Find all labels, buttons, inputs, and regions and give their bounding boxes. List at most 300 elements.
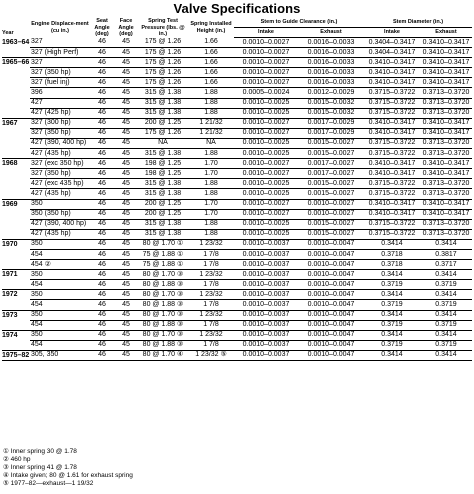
seat-angle-cell: 46 [90,149,114,159]
clearance-exhaust-cell: 0.0010–0.0047 [298,320,364,330]
table-row [2,239,472,249]
spring-height-cell: 1.70 [188,169,234,179]
spring-test-cell: 80 @ 1.88 ③ [138,320,188,330]
spring-height-cell: 1 7/8 [188,320,234,330]
spring-test-cell: 175 @ 1.26 [138,68,188,78]
table-row [2,300,472,310]
diameter-exhaust-cell: 0.3713–0.3720 [420,149,472,159]
seat-angle-cell: 46 [90,219,114,229]
spring-height-cell: 1.66 [188,48,234,58]
clearance-exhaust-cell: 0.0015–0.0027 [298,138,364,148]
seat-angle-cell: 46 [90,88,114,98]
seat-angle-cell: 46 [90,249,114,259]
face-angle-cell: 45 [114,88,138,98]
diameter-exhaust-cell: 0.3414 [420,239,472,249]
spring-height-cell: 1 23/32 [188,290,234,300]
seat-angle-cell: 46 [90,58,114,68]
diameter-intake-cell: 0.3404–0.3417 [364,38,420,48]
diameter-exhaust-cell: 0.3414 [420,270,472,280]
spring-height-cell: 1.88 [188,108,234,118]
page-title: Valve Specifications [173,1,301,16]
clearance-exhaust-cell: 0.0010–0.0047 [298,280,364,290]
spring-test-cell: 315 @ 1.38 [138,189,188,199]
clearance-exhaust-cell: 0.0010–0.0047 [298,290,364,300]
diameter-intake-cell: 0.3410–0.3417 [364,68,420,78]
header-face-angle: Face Angle (deg) [118,18,134,37]
face-angle-cell: 45 [114,310,138,320]
spring-test-cell: 175 @ 1.26 [138,128,188,138]
seat-angle-cell: 46 [90,108,114,118]
spring-test-cell: 315 @ 1.38 [138,108,188,118]
engine-cell: 427 (390, 400 hp) [30,219,90,229]
face-angle-cell: 45 [114,239,138,249]
engine-cell: 327 (350 hp) [30,128,90,138]
clearance-intake-cell: 0.0010–0.0025 [234,229,298,239]
face-angle-cell: 45 [114,350,138,360]
table-row [2,290,472,300]
engine-cell: 427 (435 hp) [30,189,90,199]
diameter-exhaust-cell: 0.3713–0.3720 [420,88,472,98]
table-row [2,340,472,350]
face-angle-cell: 45 [114,229,138,239]
face-angle-cell: 45 [114,340,138,350]
diameter-intake-cell: 0.3414 [364,350,420,360]
seat-angle-cell: 46 [90,310,114,320]
engine-cell: 427 [30,98,90,108]
engine-cell: 454 [30,340,90,350]
clearance-intake-cell: 0.0010–0.0027 [234,68,298,78]
clearance-intake-cell: 0.0010–0.0037 [234,310,298,320]
spring-test-cell: 80 @ 1.70 ③ [138,330,188,340]
year-cell: 1971 [2,270,30,290]
clearance-exhaust-cell: 0.0010–0.0047 [298,350,364,360]
diameter-exhaust-cell: 0.3410–0.3417 [420,68,472,78]
spring-test-cell: 198 @ 1.25 [138,169,188,179]
spring-height-cell: 1.88 [188,179,234,189]
face-angle-cell: 45 [114,68,138,78]
diameter-exhaust-cell: 0.3717 [420,260,472,270]
clearance-exhaust-cell: 0.0017–0.0029 [298,118,364,128]
face-angle-cell: 45 [114,290,138,300]
footnote: ④ Intake given; 80 @ 1.61 for exhaust spring [3,472,133,479]
face-angle-cell: 45 [114,138,138,148]
spring-height-cell: 1.88 [188,189,234,199]
seat-angle-cell: 46 [90,78,114,88]
diameter-exhaust-cell: 0.3713–0.3720 [420,179,472,189]
footnote: ⑤ 1977–82—exhaust—1 19/32 [3,480,94,487]
diameter-intake-cell: 0.3414 [364,310,420,320]
clearance-intake-cell: 0.0010–0.0027 [234,118,298,128]
spring-test-cell: 80 @ 1.70 ④ [138,350,188,360]
spring-height-cell: 1 21/32 [188,128,234,138]
diameter-exhaust-cell: 0.3410–0.3417 [420,159,472,169]
clearance-exhaust-cell: 0.0017–0.0027 [298,169,364,179]
face-angle-cell: 45 [114,219,138,229]
diameter-exhaust-cell: 0.3410–0.3417 [420,78,472,88]
table-row [2,280,472,290]
seat-angle-cell: 46 [90,98,114,108]
table-row [2,189,472,199]
diameter-exhaust-cell: 0.3410–0.3417 [420,48,472,58]
engine-cell: 454 ② [30,260,90,270]
spring-height-cell: 1.66 [188,38,234,48]
seat-angle-cell: 46 [90,270,114,280]
face-angle-cell: 45 [114,179,138,189]
engine-cell: 454 [30,320,90,330]
clearance-exhaust-cell: 0.0017–0.0027 [298,159,364,169]
spring-test-cell: 200 @ 1.25 [138,118,188,128]
clearance-exhaust-cell: 0.0015–0.0027 [298,149,364,159]
face-angle-cell: 45 [114,128,138,138]
clearance-exhaust-cell: 0.0010–0.0047 [298,330,364,340]
diameter-exhaust-cell: 0.3410–0.3417 [420,199,472,209]
spring-test-cell: 315 @ 1.38 [138,179,188,189]
diameter-exhaust-cell: 0.3410–0.3417 [420,169,472,179]
face-angle-cell: 45 [114,38,138,48]
diameter-intake-cell: 0.3719 [364,320,420,330]
spring-height-cell: 1.66 [188,78,234,88]
diameter-intake-cell: 0.3715–0.3722 [364,229,420,239]
clearance-intake-cell: 0.0010–0.0037 [234,300,298,310]
diameter-exhaust-cell: 0.3410–0.3417 [420,38,472,48]
valve-spec-table [2,18,472,361]
spring-height-cell: 1 23/32 [188,330,234,340]
diameter-intake-cell: 0.3410–0.3417 [364,199,420,209]
spring-test-cell: 80 @ 1.70 ③ [138,310,188,320]
face-angle-cell: 45 [114,330,138,340]
seat-angle-cell: 46 [90,118,114,128]
diameter-exhaust-cell: 0.3410–0.3417 [420,128,472,138]
diameter-intake-cell: 0.3718 [364,249,420,259]
header-year: Year [2,30,14,36]
clearance-intake-cell: 0.0010–0.0027 [234,48,298,58]
table-row [2,78,472,88]
face-angle-cell: 45 [114,58,138,68]
table-row [2,159,472,169]
clearance-exhaust-cell: 0.0015–0.0027 [298,229,364,239]
table-row [2,128,472,138]
table-row [2,350,472,360]
diameter-intake-cell: 0.3410–0.3417 [364,58,420,68]
clearance-intake-cell: 0.0010–0.0025 [234,179,298,189]
spring-height-cell: NA [188,138,234,148]
spring-test-cell: 200 @ 1.25 [138,209,188,219]
clearance-intake-cell: 0.0010–0.0025 [234,98,298,108]
year-cell: 1970 [2,239,30,269]
diameter-intake-cell: 0.3715–0.3722 [364,88,420,98]
clearance-exhaust-cell: 0.0010–0.0047 [298,300,364,310]
clearance-intake-cell: 0.0010–0.0027 [234,58,298,68]
spring-test-cell: 80 @ 1.88 ③ [138,280,188,290]
clearance-intake-cell: 0.0010–0.0037 [234,340,298,350]
clearance-exhaust-cell: 0.0010–0.0027 [298,199,364,209]
seat-angle-cell: 46 [90,38,114,48]
engine-cell: 427 (390, 400 hp) [30,138,90,148]
table-body [2,38,472,361]
header-diameter-intake: Intake [364,27,420,37]
seat-angle-cell: 46 [90,280,114,290]
table-row [2,270,472,280]
table-row [2,38,472,48]
seat-angle-cell: 46 [90,189,114,199]
clearance-exhaust-cell: 0.0010–0.0047 [298,260,364,270]
year-cell: 1965–66 [2,58,30,119]
diameter-exhaust-cell: 0.3414 [420,290,472,300]
face-angle-cell: 45 [114,189,138,199]
diameter-intake-cell: 0.3414 [364,239,420,249]
spring-height-cell: 1 7/8 [188,260,234,270]
diameter-intake-cell: 0.3414 [364,330,420,340]
table-row [2,199,472,209]
clearance-exhaust-cell: 0.0010–0.0047 [298,340,364,350]
seat-angle-cell: 46 [90,169,114,179]
diameter-intake-cell: 0.3410–0.3417 [364,169,420,179]
header-clearance-intake: Intake [234,27,298,37]
engine-cell: 327 (High Perf) [30,48,90,58]
clearance-intake-cell: 0.0010–0.0027 [234,199,298,209]
engine-cell: 350 [30,310,90,320]
spring-test-cell: 80 @ 1.70 ③ [138,290,188,300]
header-clearance-group: Stem to Guide Clearance (in.) [234,18,364,27]
spring-height-cell: 1 21/32 [188,118,234,128]
table-row [2,219,472,229]
diameter-exhaust-cell: 0.3713–0.3720 [420,219,472,229]
spring-height-cell: 1 23/32 [188,310,234,320]
face-angle-cell: 45 [114,78,138,88]
engine-cell: 305, 350 [30,350,90,360]
diameter-exhaust-cell: 0.3410–0.3417 [420,118,472,128]
engine-cell: 350 [30,270,90,280]
clearance-intake-cell: 0.0010–0.0025 [234,108,298,118]
engine-cell: 396 [30,88,90,98]
engine-cell: 454 [30,300,90,310]
spring-test-cell: 175 @ 1.26 [138,38,188,48]
diameter-intake-cell: 0.3404–0.3417 [364,48,420,58]
diameter-intake-cell: 0.3715–0.3722 [364,179,420,189]
table-row [2,48,472,58]
seat-angle-cell: 46 [90,340,114,350]
diameter-intake-cell: 0.3715–0.3722 [364,189,420,199]
spring-test-cell: 315 @ 1.38 [138,149,188,159]
table-row [2,68,472,78]
diameter-intake-cell: 0.3715–0.3722 [364,108,420,118]
table-row [2,108,472,118]
engine-cell: 454 [30,280,90,290]
engine-cell: 454 [30,249,90,259]
spring-height-cell: 1.66 [188,58,234,68]
clearance-intake-cell: 0.0010–0.0027 [234,78,298,88]
table-row [2,320,472,330]
table-row [2,209,472,219]
engine-cell: 427 (435 hp) [30,149,90,159]
year-cell: 1973 [2,310,30,330]
face-angle-cell: 45 [114,149,138,159]
diameter-exhaust-cell: 0.3414 [420,330,472,340]
spring-test-cell: 75 @ 1.88 ① [138,249,188,259]
spring-height-cell: 1.88 [188,98,234,108]
clearance-intake-cell: 0.0010–0.0037 [234,260,298,270]
face-angle-cell: 45 [114,169,138,179]
table-row [2,310,472,320]
face-angle-cell: 45 [114,300,138,310]
table-row [2,98,472,108]
seat-angle-cell: 46 [90,128,114,138]
seat-angle-cell: 46 [90,350,114,360]
clearance-intake-cell: 0.0010–0.0037 [234,350,298,360]
clearance-exhaust-cell: 0.0015–0.0027 [298,179,364,189]
diameter-intake-cell: 0.3719 [364,300,420,310]
year-cell: 1974 [2,330,30,350]
face-angle-cell: 45 [114,159,138,169]
year-cell: 1963–64 [2,38,30,46]
spring-test-cell: 80 @ 1.88 ③ [138,340,188,350]
spring-test-cell: 80 @ 1.70 ③ [138,270,188,280]
clearance-intake-cell: 0.0010–0.0027 [234,128,298,138]
header-clearance-exhaust: Exhaust [298,27,364,37]
clearance-exhaust-cell: 0.0016–0.0033 [298,48,364,58]
header-seat-angle: Seat Angle (deg) [94,18,110,37]
diameter-exhaust-cell: 0.3719 [420,280,472,290]
seat-angle-cell: 46 [90,300,114,310]
seat-angle-cell: 46 [90,290,114,300]
clearance-exhaust-cell: 0.0016–0.0033 [298,78,364,88]
clearance-exhaust-cell: 0.0015–0.0032 [298,98,364,108]
diameter-exhaust-cell: 0.3817 [420,249,472,259]
spring-height-cell: 1 23/32 [188,239,234,249]
clearance-intake-cell: 0.0010–0.0027 [234,159,298,169]
face-angle-cell: 45 [114,209,138,219]
diameter-intake-cell: 0.3410–0.3417 [364,209,420,219]
spring-test-cell: NA [138,138,188,148]
footnote: ③ Inner spring 41 @ 1.78 [3,464,77,471]
face-angle-cell: 45 [114,48,138,58]
face-angle-cell: 45 [114,199,138,209]
engine-cell: 427 (exc 435 hp) [30,179,90,189]
spring-height-cell: 1.88 [188,229,234,239]
spring-height-cell: 1.66 [188,68,234,78]
diameter-exhaust-cell: 0.3713–0.3720 [420,189,472,199]
clearance-intake-cell: 0.0010–0.0025 [234,189,298,199]
seat-angle-cell: 46 [90,330,114,340]
face-angle-cell: 45 [114,98,138,108]
face-angle-cell: 45 [114,118,138,128]
engine-cell: 327 (fuel inj) [30,78,90,88]
spring-height-cell: 1 23/32 ⑤ [188,350,234,360]
engine-cell: 327 (exc 350 hp) [30,159,90,169]
spring-height-cell: 1.88 [188,219,234,229]
header-spring-height: Spring Installed Height (in.) [190,21,232,34]
seat-angle-cell: 46 [90,239,114,249]
diameter-intake-cell: 0.3715–0.3722 [364,98,420,108]
spring-test-cell: 315 @ 1.38 [138,98,188,108]
face-angle-cell: 45 [114,270,138,280]
year-cell: 1968 [2,159,30,199]
clearance-intake-cell: 0.0010–0.0037 [234,239,298,249]
spring-test-cell: 175 @ 1.26 [138,48,188,58]
face-angle-cell: 45 [114,108,138,118]
clearance-intake-cell: 0.0010–0.0025 [234,219,298,229]
spring-test-cell: 80 @ 1.70 ① [138,239,188,249]
clearance-exhaust-cell: 0.0010–0.0047 [298,239,364,249]
clearance-intake-cell: 0.0010–0.0027 [234,209,298,219]
clearance-exhaust-cell: 0.0010–0.0047 [298,249,364,259]
face-angle-cell: 45 [114,280,138,290]
engine-cell: 327 [30,58,90,68]
clearance-exhaust-cell: 0.0016–0.0033 [298,68,364,78]
spring-height-cell: 1.70 [188,209,234,219]
diameter-exhaust-cell: 0.3414 [420,310,472,320]
engine-cell: 327 (350 hp) [30,169,90,179]
diameter-exhaust-cell: 0.3713–0.3720 [420,138,472,148]
engine-cell: 327 [30,38,90,48]
spring-test-cell: 200 @ 1.25 [138,199,188,209]
diameter-intake-cell: 0.3715–0.3722 [364,138,420,148]
table-row [2,138,472,148]
spring-height-cell: 1 7/8 [188,249,234,259]
clearance-exhaust-cell: 0.0015–0.0032 [298,108,364,118]
spring-height-cell: 1.70 [188,159,234,169]
diameter-intake-cell: 0.3414 [364,290,420,300]
clearance-exhaust-cell: 0.0010–0.0027 [298,209,364,219]
diameter-exhaust-cell: 0.3719 [420,340,472,350]
spring-test-cell: 315 @ 1.38 [138,88,188,98]
seat-angle-cell: 46 [90,68,114,78]
spring-height-cell: 1 23/32 [188,270,234,280]
face-angle-cell: 45 [114,249,138,259]
engine-cell: 427 (425 hp) [30,108,90,118]
clearance-intake-cell: 0.0005–0.0024 [234,88,298,98]
seat-angle-cell: 46 [90,209,114,219]
clearance-exhaust-cell: 0.0010–0.0047 [298,310,364,320]
table-row [2,249,472,259]
spring-test-cell: 315 @ 1.38 [138,229,188,239]
engine-cell: 350 (350 hp) [30,209,90,219]
diameter-intake-cell: 0.3719 [364,280,420,290]
table-row [2,330,472,340]
year-cell: 1975–82 [2,351,30,359]
clearance-exhaust-cell: 0.0017–0.0029 [298,128,364,138]
spring-test-cell: 198 @ 1.25 [138,159,188,169]
clearance-intake-cell: 0.0010–0.0025 [234,138,298,148]
diameter-exhaust-cell: 0.3414 [420,350,472,360]
clearance-intake-cell: 0.0010–0.0037 [234,249,298,259]
spring-height-cell: 1.70 [188,199,234,209]
table-row [2,169,472,179]
clearance-intake-cell: 0.0010–0.0037 [234,290,298,300]
diameter-exhaust-cell: 0.3713–0.3720 [420,108,472,118]
clearance-exhaust-cell: 0.0016–0.0033 [298,58,364,68]
engine-cell: 350 [30,330,90,340]
seat-angle-cell: 46 [90,229,114,239]
header-diameter-exhaust: Exhaust [420,27,472,37]
engine-cell: 350 [30,199,90,209]
face-angle-cell: 45 [114,320,138,330]
seat-angle-cell: 46 [90,159,114,169]
diameter-intake-cell: 0.3718 [364,260,420,270]
year-cell: 1969 [2,199,30,239]
diameter-intake-cell: 0.3410–0.3417 [364,118,420,128]
header-diameter-group: Stem Diameter (in.) [364,18,472,27]
seat-angle-cell: 46 [90,320,114,330]
clearance-intake-cell: 0.0010–0.0037 [234,270,298,280]
footnotes [3,448,133,488]
diameter-intake-cell: 0.3715–0.3722 [364,219,420,229]
header-engine: Engine Displace-ment (cu in.) [31,21,89,34]
spring-height-cell: 1 7/8 [188,300,234,310]
diameter-intake-cell: 0.3719 [364,340,420,350]
seat-angle-cell: 46 [90,179,114,189]
diameter-exhaust-cell: 0.3410–0.3417 [420,58,472,68]
